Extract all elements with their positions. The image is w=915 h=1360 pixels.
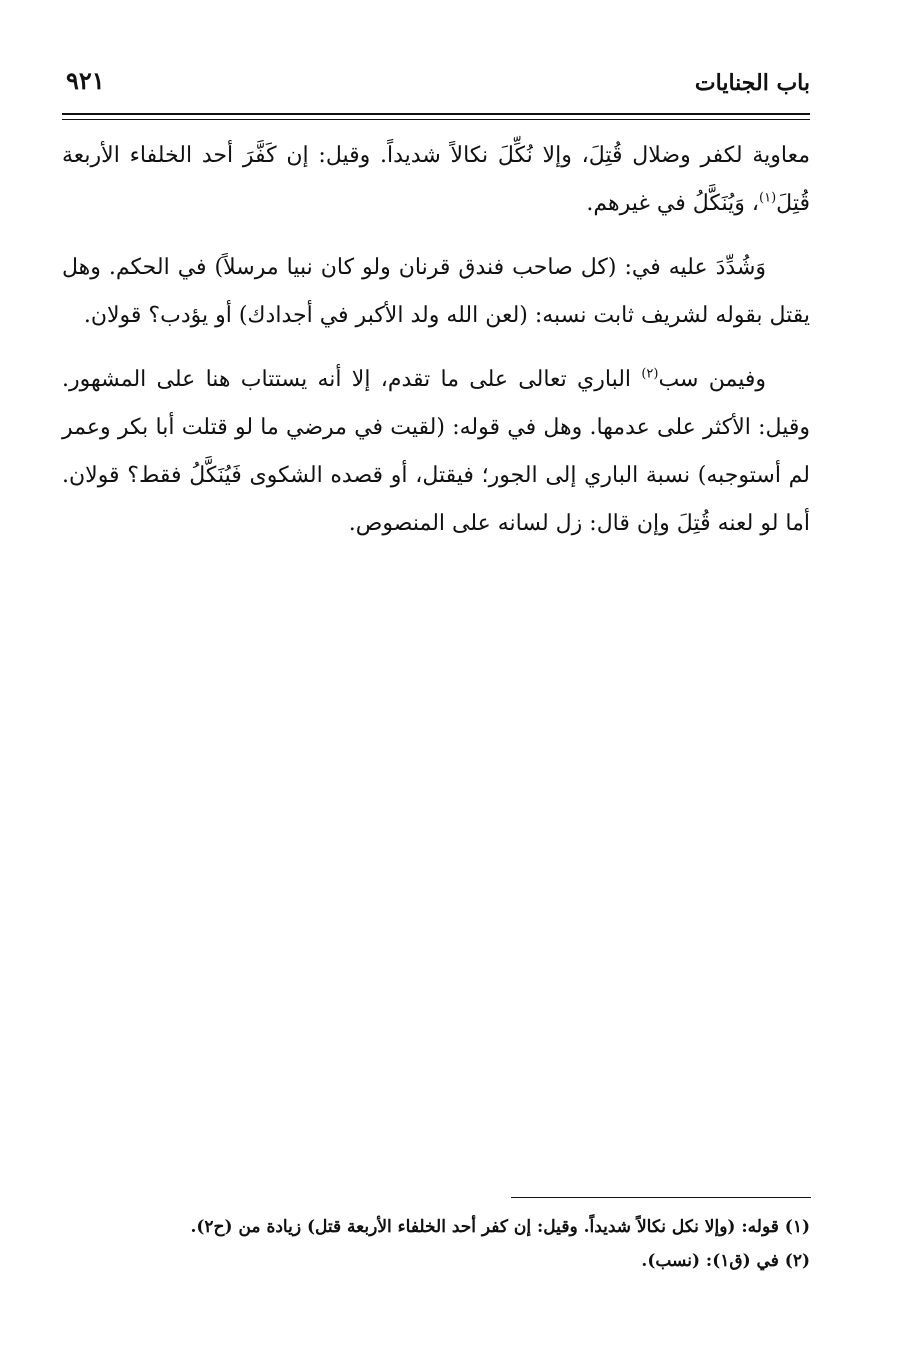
- main-text: [62, 132, 810, 564]
- paragraph-1: [62, 132, 810, 228]
- footnote-1: (١) قوله: (وإلا نكل نكالاً شديداً. وقيل: إن كفر أحد الخلفاء الأربعة قتل) زيادة من (ح٢).: [190, 1217, 810, 1237]
- paragraph-2: وَشُدِّدَ عليه في: (كل صاحب فندق قرنان ولو كان نبيا مرسلاً) في الحكم. وهل يقتل بقوله لشريف ثابت نسبه: (لعن الله ولد الأكبر في أجدادك) أو يؤدب؟ قولان.: [62, 255, 810, 328]
- footnote-separator: [511, 1197, 811, 1198]
- page-number: ٩٢١: [66, 66, 105, 95]
- paragraph-3-text-a: وفيمن سب: [658, 367, 767, 392]
- paragraph-3-text-b: الباري تعالى على ما تقدم، إلا أنه يستتاب هنا على المشهور. وقيل: الأكثر على عدمها. وهل في قوله: (لقيت في مرضي ما لو قتلت أبا بكر وعمر لم أستوجبه) نسبة الباري إلى الجور؛ فيقتل، أو قصده الشكوى فَيُنَكَّلُ فقط؟ قولان. أما لو لعنه قُتِلَ وإن قال: زل لسانه على المنصوص.: [62, 367, 810, 536]
- header-rule-thin: [62, 119, 810, 120]
- footnotes: [62, 1210, 810, 1278]
- paragraph-1-text-a: معاوية لكفر وضلال قُتِلَ، وإلا نُكِّلَ نكالاً شديداً. وقيل: إن كَفَّرَ أحد الخلفاء الأربعة قُتِلَ: [62, 143, 810, 216]
- footnote-ref-2: (٢): [641, 366, 659, 382]
- header-rule-thick: [62, 113, 810, 115]
- running-title: باب الجنايات: [694, 70, 810, 96]
- paragraph-1-text-b: ، وَيُنَكَّلُ في غيرهم.: [586, 191, 760, 216]
- paragraph-3: [62, 356, 810, 548]
- footnote-2: (٢) في (ق١): (نسب).: [641, 1251, 810, 1271]
- footnote-ref-1: (١): [759, 190, 777, 206]
- page-header: [62, 66, 810, 104]
